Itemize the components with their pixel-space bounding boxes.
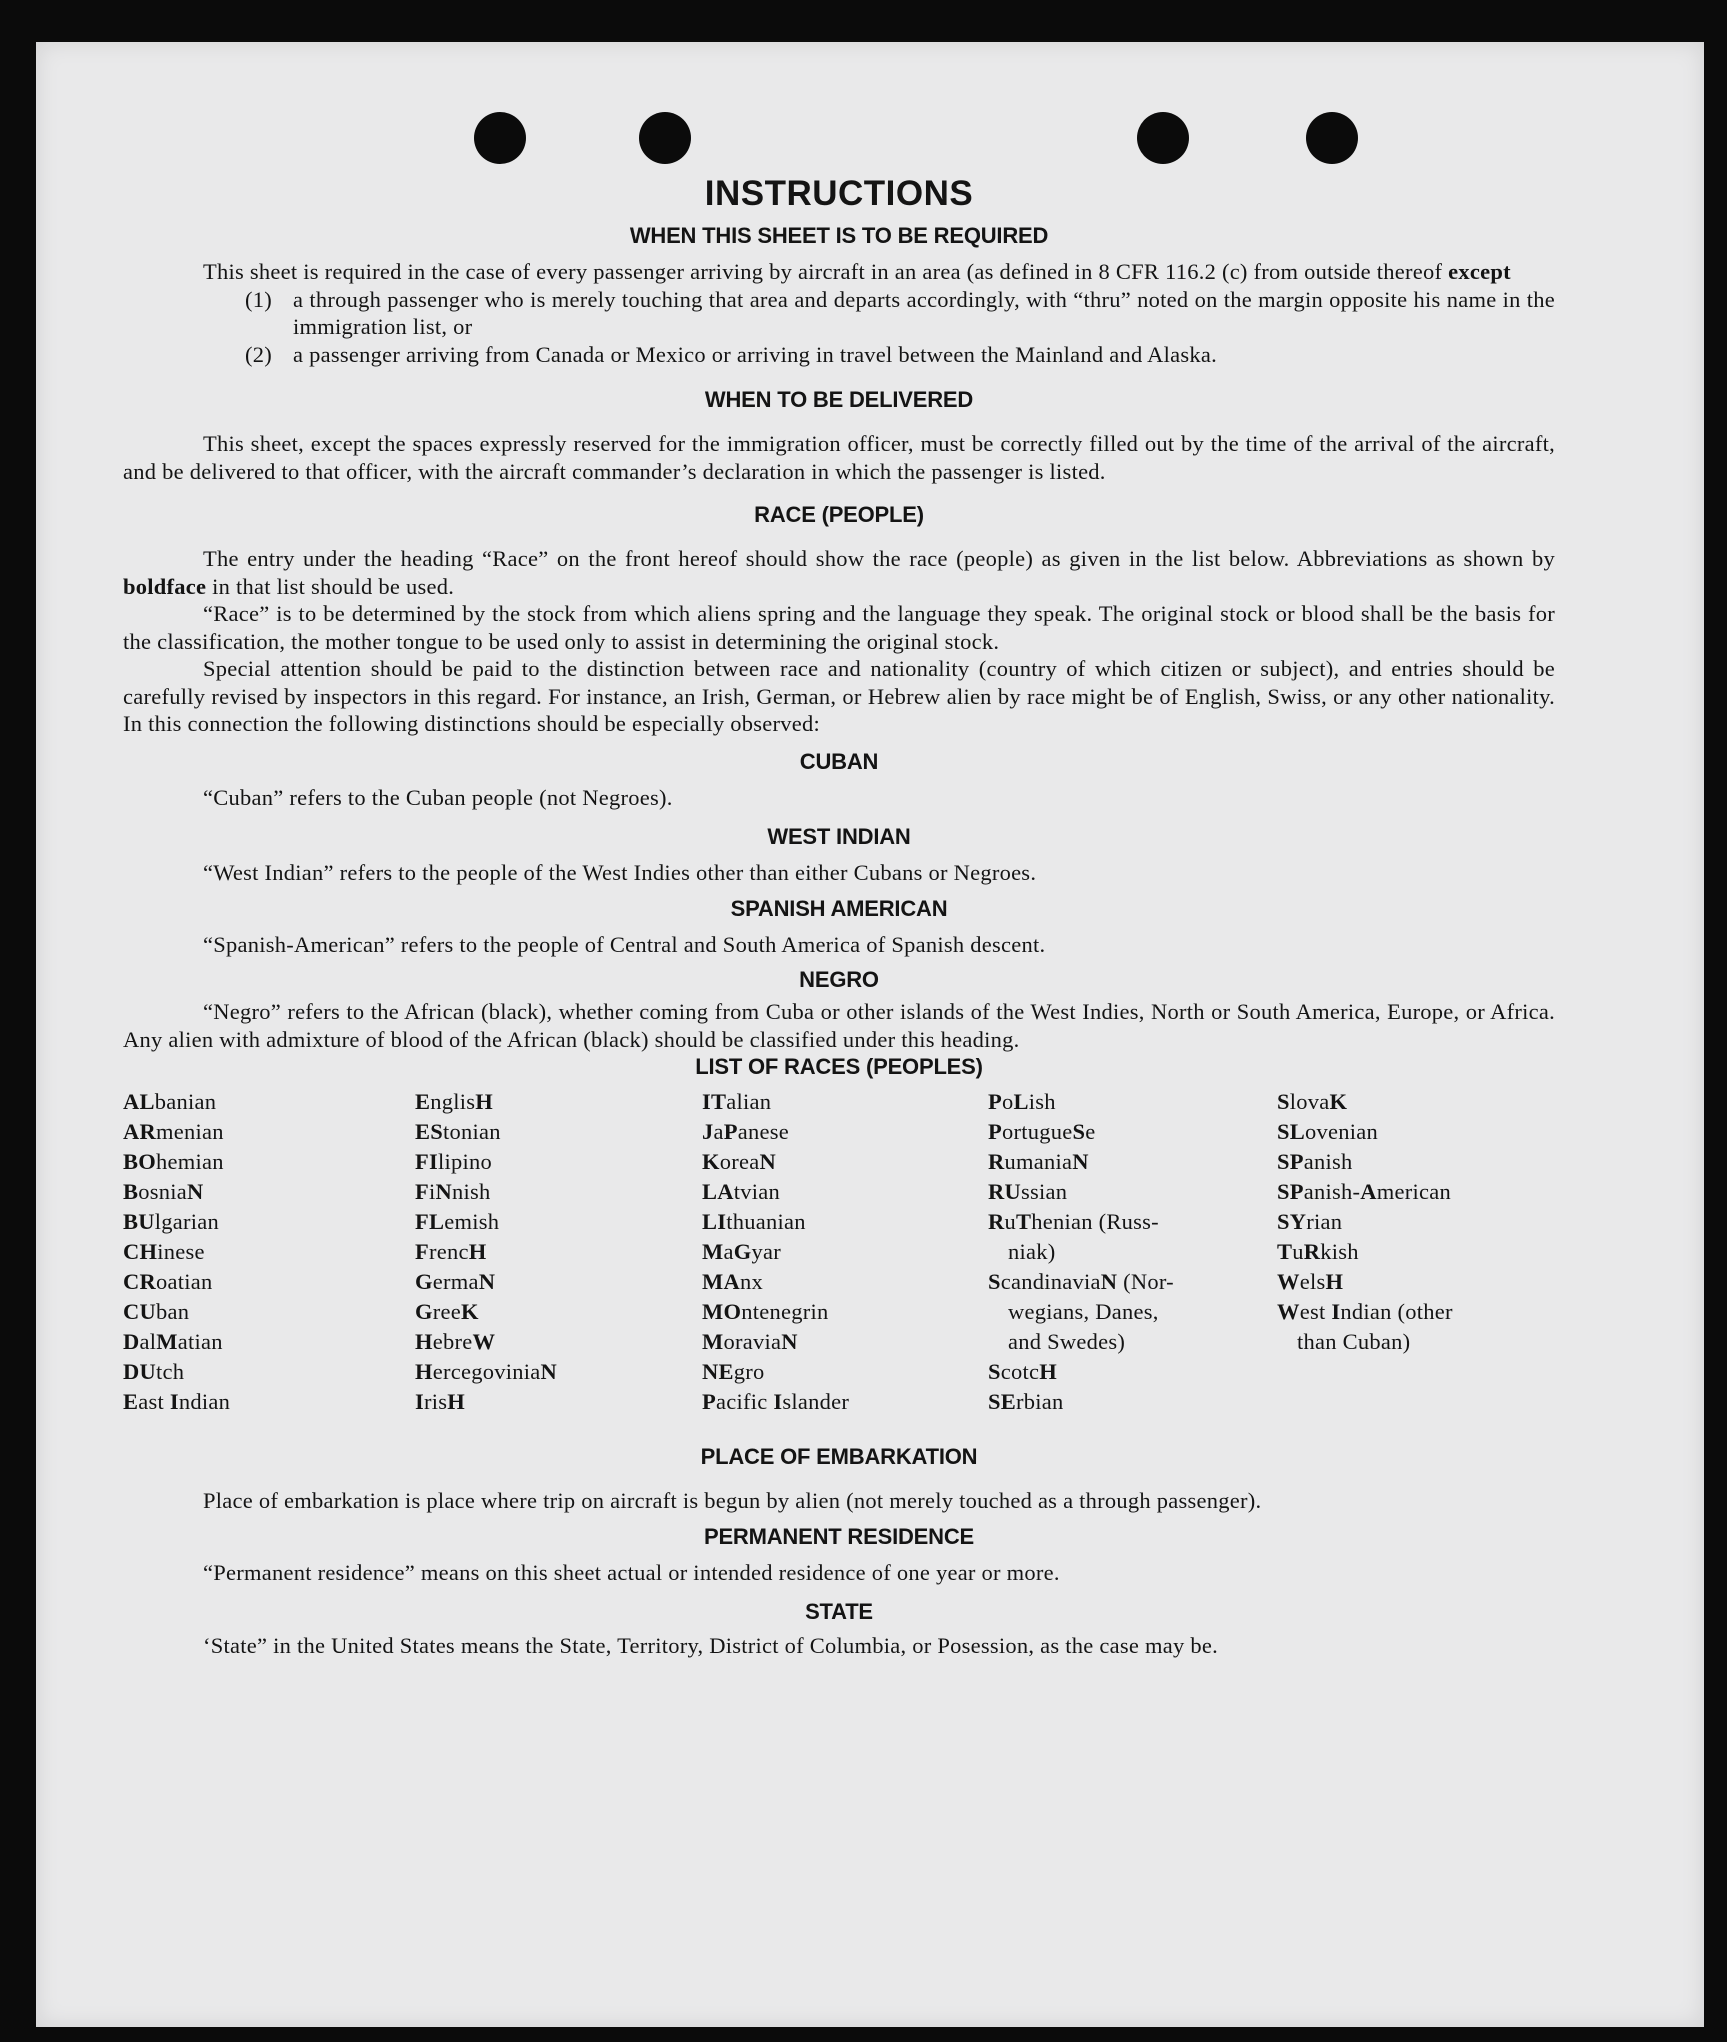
race-abbreviation-letters: IT bbox=[702, 1089, 727, 1114]
race-entry bbox=[988, 1267, 1277, 1297]
race-paragraph-2: “Race” is to be determined by the stock from which aliens spring and the language they speak. The original stock or blood shall be the basis for the classification, the mother tongue to be used only to assist in determining the original stock. bbox=[123, 601, 1555, 654]
race-text: osnia bbox=[138, 1179, 188, 1204]
race-text: ndian (other bbox=[1340, 1299, 1453, 1324]
race-text: ortugue bbox=[1002, 1119, 1073, 1144]
race-abbreviation-letters: N bbox=[187, 1179, 204, 1204]
race-entry bbox=[1277, 1267, 1537, 1297]
punch-hole bbox=[639, 112, 691, 164]
race-entry bbox=[702, 1117, 988, 1147]
race-abbreviation-letters: S bbox=[988, 1359, 1001, 1384]
race-text: slander bbox=[782, 1389, 850, 1414]
race-entry bbox=[123, 1297, 415, 1327]
race-entry bbox=[988, 1357, 1277, 1387]
race-entry bbox=[988, 1117, 1277, 1147]
race-abbreviation-letters: I bbox=[1331, 1299, 1341, 1324]
race-abbreviation-letters: H bbox=[468, 1239, 487, 1264]
race-entry bbox=[123, 1117, 415, 1147]
race-entry bbox=[123, 1357, 415, 1387]
race-abbreviation-letters: BU bbox=[123, 1209, 155, 1234]
race-text: nglis bbox=[430, 1089, 476, 1114]
race-text: niak) bbox=[1008, 1239, 1056, 1264]
section-heading-embarkation: PLACE OF EMBARKATION bbox=[700, 1444, 978, 1469]
race-text: lipino bbox=[438, 1149, 493, 1174]
section-heading-west-indian: WEST INDIAN bbox=[767, 824, 911, 849]
race-entry bbox=[415, 1207, 702, 1237]
race-abbreviation-letters: N bbox=[759, 1149, 776, 1174]
races-column bbox=[702, 1087, 988, 1417]
punch-hole bbox=[1306, 112, 1358, 164]
race-text: tvian bbox=[733, 1179, 781, 1204]
section-heading-state: STATE bbox=[805, 1599, 873, 1624]
section-heading-required: WHEN THIS SHEET IS TO BE REQUIRED bbox=[629, 223, 1049, 248]
race-abbreviation-letters: H bbox=[1039, 1359, 1058, 1384]
race-abbreviation-letters: L bbox=[1013, 1089, 1029, 1114]
race-abbreviation-letters: H bbox=[415, 1359, 433, 1384]
race-abbreviation-letters: N bbox=[1100, 1269, 1118, 1294]
race-abbreviation-letters: LA bbox=[702, 1179, 734, 1204]
race-text: ish bbox=[1028, 1089, 1056, 1114]
race-entry bbox=[123, 1237, 415, 1267]
race-abbreviation-letters: K bbox=[460, 1299, 479, 1324]
race-paragraph-3: Special attention should be paid to the distinction between race and nationality (country of which citizen or subject), and entries should be carefully revised by inspectors in this regard. For instance, an Irish, German, or Hebrew alien by race might be of English, Swiss, or any other nationality. In this connection the following distinctions should be especially observed: bbox=[123, 656, 1555, 736]
race-text: anish- bbox=[1303, 1179, 1361, 1204]
race-text: kish bbox=[1320, 1239, 1359, 1264]
race-entry bbox=[123, 1387, 415, 1417]
race-entry bbox=[123, 1267, 415, 1297]
race-text: ovenian bbox=[1305, 1119, 1379, 1144]
race-text: ebre bbox=[432, 1329, 473, 1354]
race-text: inese bbox=[157, 1239, 205, 1264]
race-abbreviation-letters: NE bbox=[702, 1359, 734, 1384]
race-entry bbox=[702, 1387, 988, 1417]
race-text: anese bbox=[737, 1119, 789, 1144]
races-column bbox=[988, 1087, 1277, 1417]
race-text: lova bbox=[1289, 1089, 1330, 1114]
race-entry bbox=[415, 1357, 702, 1387]
race-abbreviation-letters: I bbox=[169, 1389, 179, 1414]
race-text: alian bbox=[726, 1089, 772, 1114]
race-text: oatian bbox=[156, 1269, 213, 1294]
races-column bbox=[1277, 1087, 1537, 1417]
race-abbreviation-letters: W bbox=[1277, 1299, 1300, 1324]
race-text: a bbox=[713, 1119, 724, 1144]
race-abbreviation-letters: T bbox=[1277, 1239, 1293, 1264]
race-entry bbox=[988, 1147, 1277, 1177]
race-abbreviation-letters: SP bbox=[1277, 1179, 1304, 1204]
race-text: menian bbox=[156, 1119, 224, 1144]
race-abbreviation-letters: N bbox=[1072, 1149, 1089, 1174]
race-abbreviation-letters: E bbox=[123, 1389, 139, 1414]
race-entry bbox=[415, 1297, 702, 1327]
race-abbreviation-letters: RU bbox=[988, 1179, 1021, 1204]
race-text: yar bbox=[751, 1239, 781, 1264]
race-abbreviation-letters: T bbox=[1016, 1209, 1032, 1234]
race-text: rian bbox=[1306, 1209, 1343, 1234]
except-keyword: except bbox=[1448, 259, 1511, 284]
race-text: u bbox=[1292, 1239, 1304, 1264]
race-text: candinavia bbox=[1000, 1269, 1101, 1294]
list-item-number: (2) bbox=[245, 341, 272, 367]
race-text: i bbox=[429, 1179, 436, 1204]
race-abbreviation-letters: D bbox=[123, 1329, 140, 1354]
race-entry bbox=[415, 1267, 702, 1297]
race-abbreviation-letters: H bbox=[447, 1389, 466, 1414]
race-text: than Cuban) bbox=[1297, 1329, 1411, 1354]
race-text: ntenegrin bbox=[741, 1299, 829, 1324]
list-item-number: (1) bbox=[245, 286, 272, 312]
race-abbreviation-letters: N bbox=[540, 1359, 557, 1384]
race-abbreviation-letters: P bbox=[988, 1119, 1002, 1144]
section-heading-negro: NEGRO bbox=[799, 967, 879, 992]
race-abbreviation-letters: G bbox=[415, 1299, 433, 1324]
race-entry bbox=[1277, 1177, 1537, 1207]
race-entry bbox=[702, 1207, 988, 1237]
race-entry bbox=[123, 1147, 415, 1177]
race-abbreviation-letters: I bbox=[773, 1389, 783, 1414]
race-text: lgarian bbox=[154, 1209, 219, 1234]
race-entry bbox=[1277, 1087, 1537, 1117]
race-abbreviation-letters: M bbox=[702, 1329, 724, 1354]
race-text: banian bbox=[154, 1089, 217, 1114]
race-text: est bbox=[1299, 1299, 1332, 1324]
race-entry bbox=[1277, 1147, 1537, 1177]
race-text: a bbox=[723, 1239, 734, 1264]
race-entry bbox=[702, 1357, 988, 1387]
race-entry bbox=[988, 1237, 1277, 1267]
race-text: henian (Russ- bbox=[1031, 1209, 1159, 1234]
race-entry bbox=[1277, 1117, 1537, 1147]
race-abbreviation-letters: AL bbox=[123, 1089, 155, 1114]
race-entry bbox=[1277, 1297, 1537, 1327]
section-heading-cuban: CUBAN bbox=[799, 748, 879, 774]
race-abbreviation-letters: K bbox=[1329, 1089, 1348, 1114]
race-abbreviation-letters: P bbox=[723, 1119, 738, 1144]
race-text: ndian bbox=[178, 1389, 231, 1414]
race-text: atian bbox=[177, 1329, 223, 1354]
page-title: INSTRUCTIONS bbox=[704, 174, 974, 213]
required-intro: This sheet is required in the case of every passenger arriving by aircraft in an area (as defined in 8 CFR 116.2 (c) from outside thereof except bbox=[203, 259, 1511, 284]
section-heading-delivered: WHEN TO BE DELIVERED bbox=[704, 387, 974, 412]
race-entry bbox=[123, 1177, 415, 1207]
race-abbreviation-letters: FL bbox=[415, 1209, 445, 1234]
race-text: tonian bbox=[443, 1119, 501, 1144]
delivered-text: This sheet, except the spaces expressly reserved for the immigration officer, must be correctly filled out by the time of the arrival of the aircraft, and be delivered to that officer, with the aircraft commander’s declaration in which the passenger is listed. bbox=[123, 431, 1555, 484]
races-column bbox=[415, 1087, 702, 1417]
race-text: and Swedes) bbox=[1008, 1329, 1126, 1354]
race-abbreviation-letters: F bbox=[415, 1239, 429, 1264]
race-text: orea bbox=[719, 1149, 760, 1174]
race-abbreviation-letters: SY bbox=[1277, 1209, 1307, 1234]
section-heading-residence: PERMANENT RESIDENCE bbox=[703, 1523, 974, 1549]
negro-text: “Negro” refers to the African (black), whether coming from Cuba or other islands of the West Indies, North or South America, Europe, or Africa. Any alien with admixture of blood of the African (black) should be classified under this heading. bbox=[123, 999, 1555, 1052]
race-abbreviation-letters: M bbox=[702, 1239, 724, 1264]
race-entry bbox=[702, 1177, 988, 1207]
race-abbreviation-letters: H bbox=[415, 1329, 433, 1354]
west-indian-text: “West Indian” refers to the people of the West Indies other than either Cubans or Negroes. bbox=[203, 860, 1037, 885]
race-abbreviation-letters: FI bbox=[415, 1149, 438, 1174]
race-text: ree bbox=[432, 1299, 461, 1324]
race-entry bbox=[702, 1147, 988, 1177]
race-abbreviation-letters: ES bbox=[415, 1119, 444, 1144]
list-of-races-heading: LIST OF RACES (PEOPLES) bbox=[695, 1054, 983, 1079]
race-abbreviation-letters: R bbox=[988, 1149, 1005, 1174]
race-text: erma bbox=[432, 1269, 479, 1294]
race-abbreviation-letters: H bbox=[1325, 1269, 1344, 1294]
race-text: cotc bbox=[1000, 1359, 1040, 1384]
punch-hole bbox=[1137, 112, 1189, 164]
race-entry bbox=[415, 1327, 702, 1357]
race-abbreviation-letters: P bbox=[702, 1389, 716, 1414]
race-text: rbian bbox=[1016, 1389, 1064, 1414]
race-abbreviation-letters: R bbox=[988, 1209, 1005, 1234]
race-entry bbox=[1277, 1207, 1537, 1237]
race-abbreviation-letters: F bbox=[415, 1179, 429, 1204]
race-entry bbox=[123, 1327, 415, 1357]
race-abbreviation-letters: P bbox=[988, 1089, 1002, 1114]
cuban-text: “Cuban” refers to the Cuban people (not Negroes). bbox=[203, 784, 673, 810]
residence-text: “Permanent residence” means on this sheet actual or intended residence of one year or more. bbox=[203, 1559, 1060, 1585]
list-item-text: a through passenger who is merely touching that area and departs accordingly, with “thru” noted on the margin opposite his name in the immigration list, or bbox=[293, 286, 1555, 339]
race-abbreviation-letters: W bbox=[1277, 1269, 1300, 1294]
race-entry bbox=[123, 1087, 415, 1117]
race-abbreviation-letters: A bbox=[1360, 1179, 1377, 1204]
race-abbreviation-letters: N bbox=[435, 1179, 453, 1204]
race-text: e bbox=[1085, 1119, 1096, 1144]
race-abbreviation-letters: SL bbox=[1277, 1119, 1306, 1144]
race-abbreviation-letters: N bbox=[478, 1269, 496, 1294]
spanish-american-text: “Spanish-American” refers to the people of Central and South America of Spanish descent. bbox=[203, 931, 1046, 957]
race-entry bbox=[988, 1327, 1277, 1357]
race-abbreviation-letters: S bbox=[1072, 1119, 1086, 1144]
race-abbreviation-letters: CU bbox=[123, 1299, 156, 1324]
race-abbreviation-letters: SP bbox=[1277, 1149, 1304, 1174]
race-abbreviation-letters: BO bbox=[123, 1149, 157, 1174]
race-entry bbox=[1277, 1327, 1537, 1357]
race-abbreviation-letters: S bbox=[1277, 1089, 1290, 1114]
race-text: renc bbox=[429, 1239, 469, 1264]
race-entry bbox=[988, 1297, 1277, 1327]
race-abbreviation-letters: H bbox=[475, 1089, 494, 1114]
race-abbreviation-letters: N bbox=[781, 1329, 798, 1354]
race-abbreviation-letters: I bbox=[415, 1389, 425, 1414]
race-text: ercegovinia bbox=[432, 1359, 541, 1384]
race-entry bbox=[702, 1267, 988, 1297]
punch-hole bbox=[474, 112, 526, 164]
section-heading-spanish-american: SPANISH AMERICAN bbox=[730, 895, 948, 921]
race-text: gro bbox=[733, 1359, 765, 1384]
race-text: ssian bbox=[1021, 1179, 1068, 1204]
race-text: ban bbox=[156, 1299, 190, 1324]
race-entry bbox=[415, 1087, 702, 1117]
race-entry bbox=[415, 1117, 702, 1147]
race-abbreviation-letters: E bbox=[415, 1089, 431, 1114]
race-abbreviation-letters: R bbox=[1303, 1239, 1321, 1264]
race-entry bbox=[123, 1207, 415, 1237]
race-abbreviation-letters: AR bbox=[123, 1119, 156, 1144]
race-text: tch bbox=[156, 1359, 185, 1384]
race-abbreviation-letters: W bbox=[472, 1329, 496, 1354]
race-text: anish bbox=[1303, 1149, 1353, 1174]
instructions-content bbox=[123, 168, 1555, 1660]
list-item bbox=[123, 341, 1555, 369]
race-text: els bbox=[1299, 1269, 1326, 1294]
race-text: merican bbox=[1376, 1179, 1451, 1204]
race-entry bbox=[415, 1237, 702, 1267]
race-abbreviation-letters: G bbox=[733, 1239, 752, 1264]
race-entry bbox=[988, 1177, 1277, 1207]
race-text: u bbox=[1004, 1209, 1016, 1234]
race-abbreviation-letters: MA bbox=[702, 1269, 740, 1294]
race-abbreviation-letters: MO bbox=[702, 1299, 742, 1324]
race-abbreviation-letters: G bbox=[415, 1269, 433, 1294]
race-entry bbox=[988, 1087, 1277, 1117]
race-text: emish bbox=[444, 1209, 500, 1234]
state-text: ‘State” in the United States means the State, Territory, District of Columbia, or Posession, as the case may be. bbox=[203, 1633, 1218, 1658]
list-item bbox=[123, 286, 1555, 341]
race-text: umania bbox=[1004, 1149, 1073, 1174]
race-text: (Nor- bbox=[1117, 1269, 1174, 1294]
race-entry bbox=[702, 1237, 988, 1267]
race-abbreviation-letters: LI bbox=[702, 1209, 727, 1234]
race-abbreviation-letters: DU bbox=[123, 1359, 156, 1384]
race-text: ris bbox=[424, 1389, 448, 1414]
race-abbreviation-letters: SE bbox=[988, 1389, 1017, 1414]
race-abbreviation-letters: K bbox=[702, 1149, 720, 1174]
race-text: wegians, Danes, bbox=[1008, 1299, 1159, 1324]
race-entry bbox=[415, 1147, 702, 1177]
race-entry bbox=[702, 1087, 988, 1117]
race-entry bbox=[702, 1327, 988, 1357]
race-abbreviation-letters: S bbox=[988, 1269, 1001, 1294]
boldface-keyword: boldface bbox=[123, 573, 207, 599]
race-entry bbox=[415, 1177, 702, 1207]
race-text: oravia bbox=[723, 1329, 782, 1354]
race-entry bbox=[415, 1387, 702, 1417]
race-entry bbox=[1277, 1237, 1537, 1267]
embarkation-text: Place of embarkation is place where trip on aircraft is begun by alien (not merely touched as a through passenger). bbox=[203, 1488, 1262, 1513]
race-abbreviation-letters: CH bbox=[123, 1239, 158, 1264]
race-abbreviation-letters: CR bbox=[123, 1269, 156, 1294]
race-text: o bbox=[1002, 1089, 1014, 1114]
race-text: thuanian bbox=[726, 1209, 806, 1234]
race-entry bbox=[702, 1297, 988, 1327]
race-text: acific bbox=[716, 1389, 774, 1414]
race-entry bbox=[988, 1387, 1277, 1417]
race-text: hemian bbox=[156, 1149, 224, 1174]
race-abbreviation-letters: J bbox=[702, 1119, 714, 1144]
races-list bbox=[123, 1087, 1555, 1417]
race-text: nish bbox=[452, 1179, 491, 1204]
race-abbreviation-letters: M bbox=[156, 1329, 178, 1354]
race-text: al bbox=[139, 1329, 157, 1354]
races-column bbox=[123, 1087, 415, 1417]
race-abbreviation-letters: B bbox=[123, 1179, 139, 1204]
race-entry bbox=[988, 1207, 1277, 1237]
section-heading-race: RACE (PEOPLE) bbox=[754, 502, 924, 527]
list-item-text: a passenger arriving from Canada or Mexico or arriving in travel between the Mainland and Alaska. bbox=[293, 341, 1217, 367]
race-text: nx bbox=[740, 1269, 763, 1294]
race-paragraph-1: The entry under the heading “Race” on the front hereof should show the race (people) as given in the list below. Abbreviations as shown by boldface in that list should be used. bbox=[123, 546, 1555, 599]
race-text: ast bbox=[138, 1389, 170, 1414]
